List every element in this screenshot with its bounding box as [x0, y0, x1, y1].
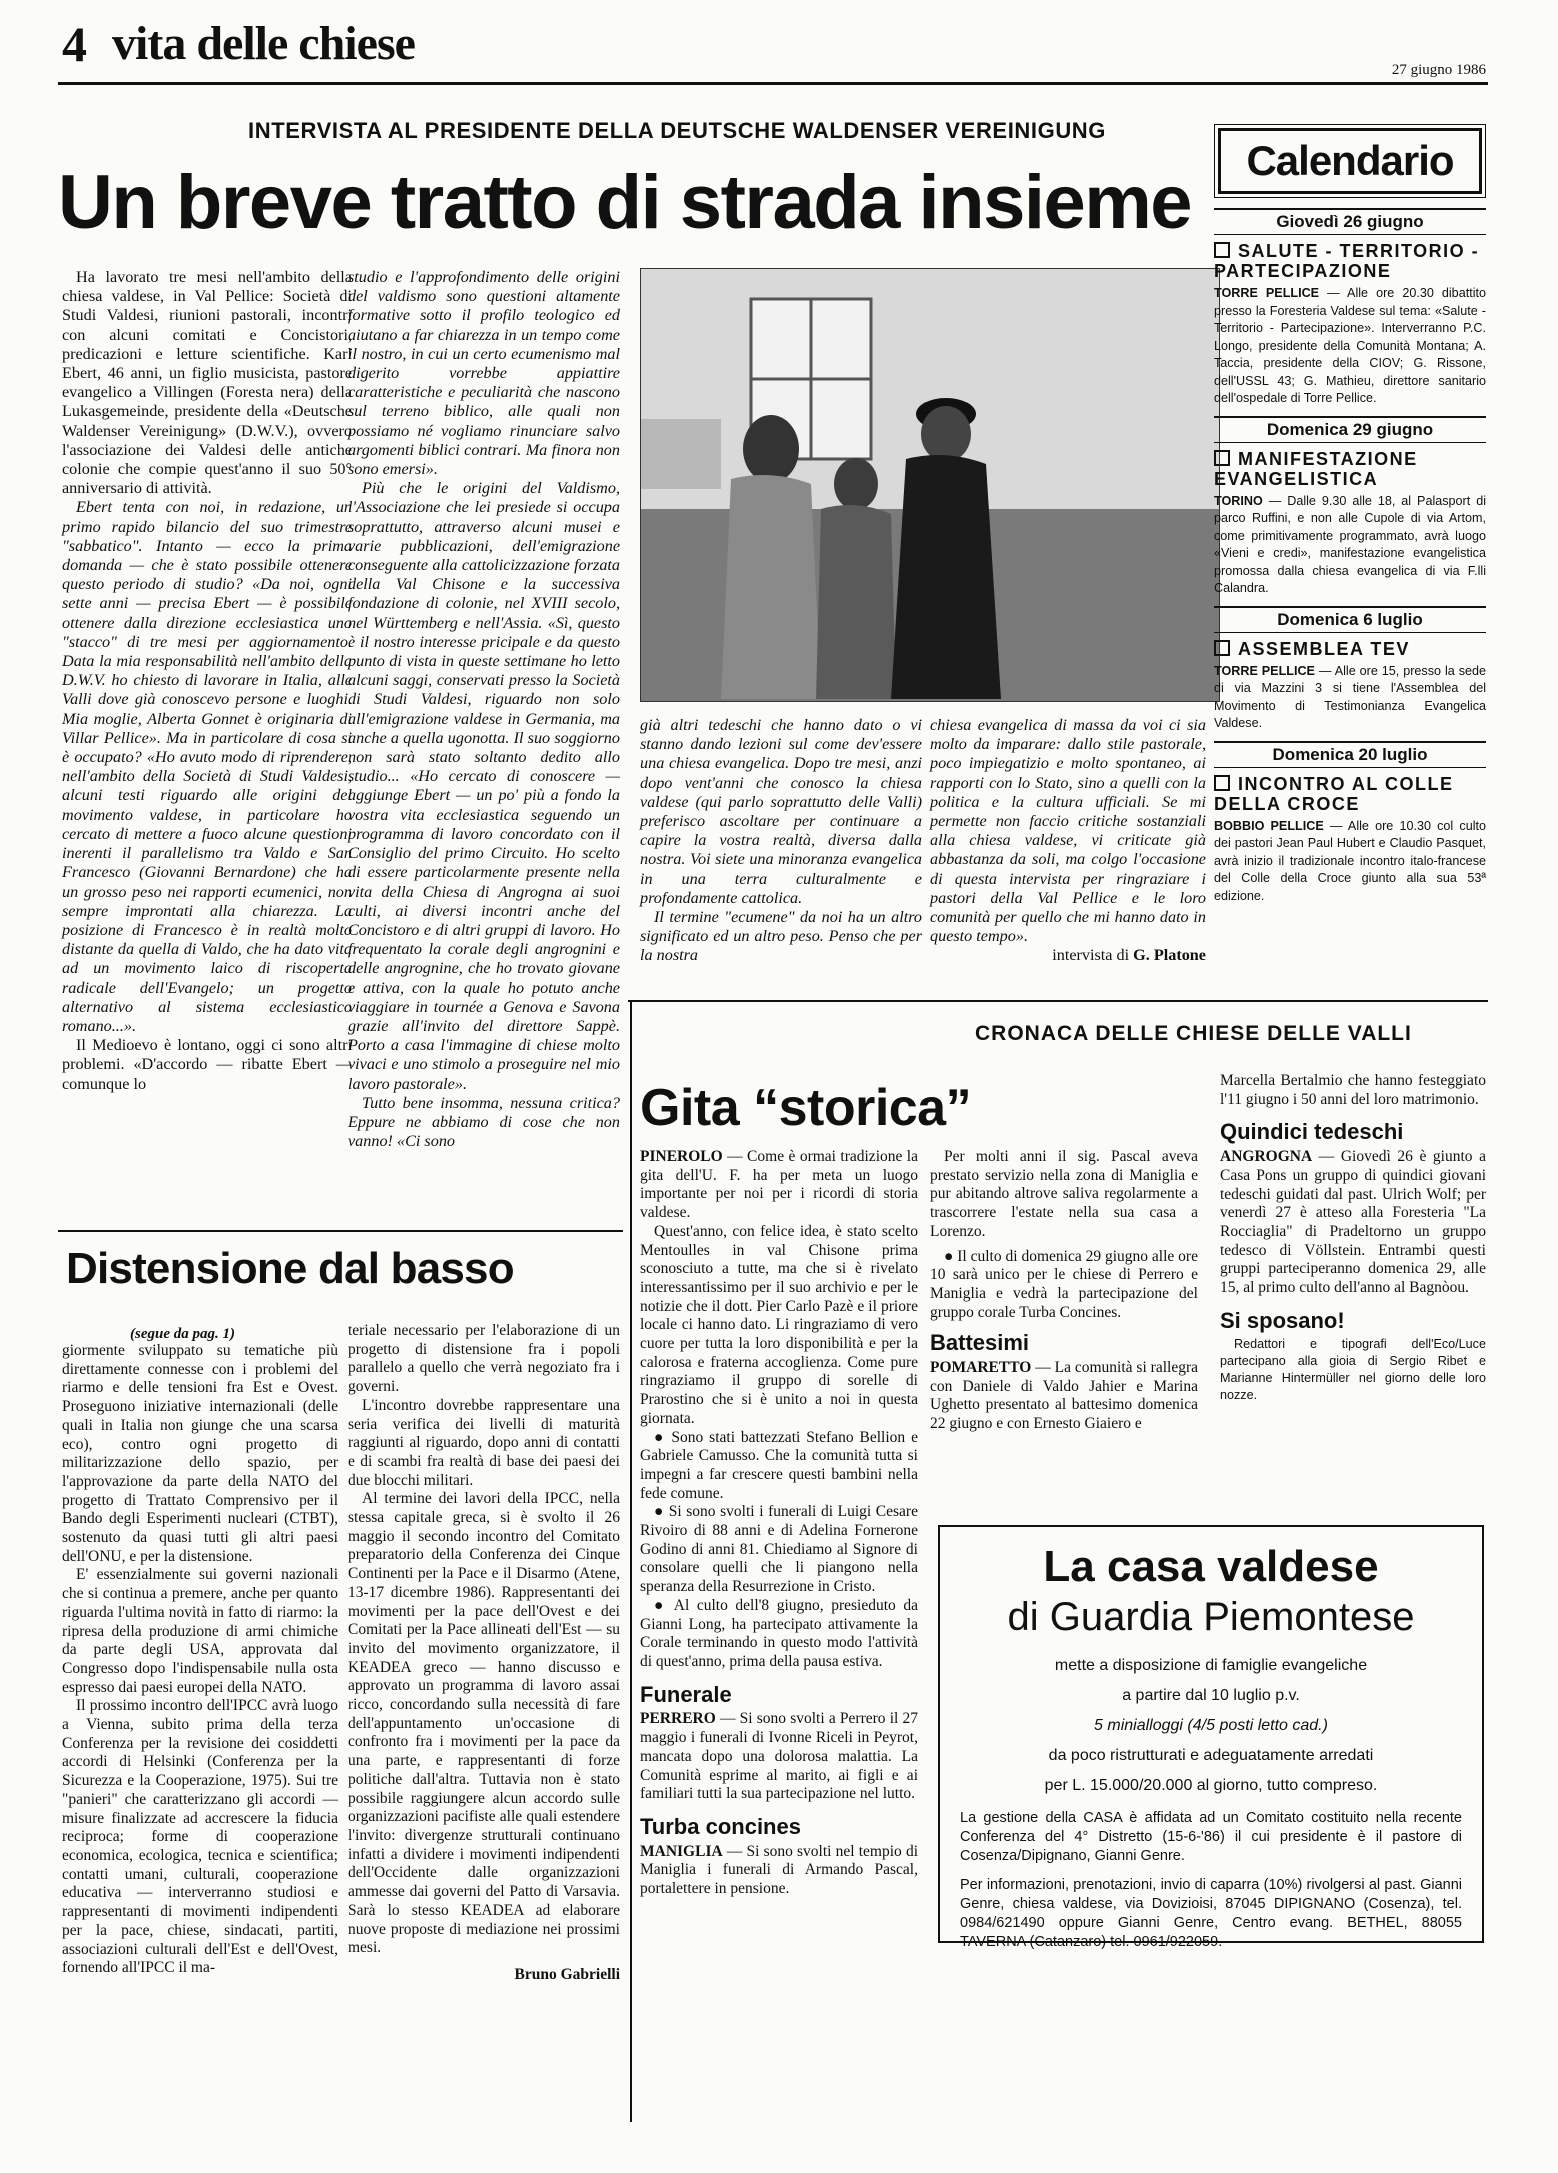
calendar-entry-text: — Dalle 9.30 alle 18, al Palasport di parco Ruffini, e non alle Cupole di via Artom, come primitivamente programmato, avrà luogo «Vieni e credi», manifestazione evangelistica promossa dalla chiesa evangelica di via F.lli Calandra. — [1214, 493, 1486, 595]
ad-line: per L. 15.000/20.000 al giorno, tutto compreso. — [1044, 1777, 1378, 1794]
bullet-text: Sono stati battezzati Stefano Bellion e Gabriele Camusso. Che la comunità tutta si impegni a far crescere questi bambini nella fede comune. — [640, 1428, 918, 1502]
ad-paragraph: La gestione della CASA è affidata ad un Comitato costituito nella recente Conferenza del 4° Distretto (15-6-'86) il cui presidente è il pastore di Cosenza/Dipignano, Gianni Genre. — [960, 1810, 1462, 1864]
dateline: ANGROGNA — [1220, 1148, 1313, 1166]
ad-line: a partire dal 10 luglio p.v. — [1122, 1687, 1300, 1704]
calendar-place: BOBBIO PELLICE — [1214, 818, 1324, 833]
calendar-entry — [1214, 416, 1486, 598]
article-paragraph: giormente sviluppato su tematiche più direttamente connesse con i problemi del riarmo e delle tensioni fra Est e Ovest. Proseguono iniziative internazionali (delle quali in Italia non giunge che una scarsa eco), contro ogni progetto di militarizzazione dello spazio, per l'approvazione da parte della NATO del progetto di Trattato Comprensivo per il Bando degli Esperimenti nucleari (CTBT), sostenuto da quasi tutti gli altri paesi dell'ONU, e per la distensione. — [62, 1342, 338, 1565]
calendar-entry-body — [1214, 663, 1486, 733]
calendar-entry-body — [1214, 818, 1486, 906]
calendar-place: TORRE PELLICE — [1214, 663, 1315, 678]
section-rule — [58, 1230, 623, 1232]
article-paragraph: L'incontro dovrebbe rappresentare una seria verifica dei livelli di maturità raggiunti al riguardo, dopo anni di contatti e di scambi fra realtà di base dei paesi dei due blocchi militari. — [348, 1396, 620, 1489]
article-paragraph: Più che le origini del Valdismo, l'Associazione che lei presiede si occupa soprattutto, attraverso alcuni musei e varie pubblicazioni, dell'emigrazione conseguente alla cattolicizzazione forzata della Val Chisone e la successiva fondazione di colonie, nel XVIII secolo, nel Württemberg e nell'Assia. «Sì, questo è il nostro interesse pricipale e da questo punto di vista in queste settimane ho letto alcuni saggi, conservati presso la Società di Studi Valdesi, riguardo non solo all'emigrazione valdese in Germania, ma anche a quella ugonotta. Il suo soggiorno non sarà stato soltanto dedito allo studio... «Ho cercato di conoscere — aggiunge Ebert — un po' più a fondo la vostra vita ecclesiastica seguendo un programma di lavoro concordato con il Consiglio del primo Circuito. Ho scelto di essere particolarmente presente nella vita della Chiesa di Angrogna ai suoi culti, ai diversi incontri anche del Concistoro e di altri gruppi di lavoro. Ho frequentato la corale degli angrognini e delle angrognine, che ho trovato giovane e attiva, con la quale ho potuto anche viaggiare in tournée a Genova e Savona grazie all'invito del direttore Sappè. Porto a casa l'immagine di chiese molto vivaci e uno stimolo a proseguire nel mio lavoro pastorale». — [348, 479, 620, 1093]
bullet-item: ● Il culto di domenica 29 giugno alle ore 10 sarà unico per le chiese di Perrero e Maniglia e vedrà la partecipazione del gruppo corale Turba Concines. — [930, 1247, 1198, 1321]
calendar-date: Domenica 29 giugno — [1214, 416, 1486, 443]
calendar-entry-title-text: INCONTRO AL COLLE DELLA CROCE — [1214, 773, 1454, 814]
article-paragraph — [640, 1710, 918, 1804]
article-column-2 — [348, 268, 620, 1151]
turba-title: Turba concines — [640, 1813, 801, 1839]
dateline-text: — La comunità si rallegra con Daniele di Valdo Jahier e Marina Ughetto presentato al battesimo domenica 22 giugno e con Ernesto Giaiero e — [930, 1359, 1198, 1433]
article-paragraph: Il Medioevo è lontano, oggi ci sono altri problemi. «D'accordo — ribatte Ebert — comunque lo — [62, 1036, 352, 1093]
article-paragraph — [930, 1359, 1198, 1434]
distensione-column-2 — [348, 1322, 620, 1985]
article-paragraph: chiesa evangelica di massa da voi ci sia molto da imparare: dallo stile pastorale, poco impiegatizio e molto spontaneo, ai rapporti con lo Stato, sino a quelli con la politica e la cultura ufficiali. Se mi permette non faccio critiche sostanziali alla chiesa valdese, vi criticate già abbastanza da soli, ma colgo l'occasione di questa intervista per ringraziare i pastori della Val Pellice e le loro comunità per quello che mi hanno dato in questo tempo». — [930, 716, 1206, 946]
dateline: POMARETTO — [930, 1359, 1032, 1377]
ad-line: mette a disposizione di famiglie evangeliche — [1054, 1657, 1368, 1674]
issue-date: 27 giugno 1986 — [1391, 62, 1486, 78]
article-paragraph — [1220, 1148, 1486, 1298]
masthead-rule — [58, 82, 1488, 85]
calendar-date: Domenica 6 luglio — [1214, 606, 1486, 633]
quindici-title: Quindici tedeschi — [1220, 1119, 1404, 1145]
calendar-entry — [1214, 606, 1486, 733]
article-headline: Un breve tratto di strada insieme — [58, 160, 1192, 245]
funerale-title: Funerale — [640, 1681, 732, 1707]
calendar-entry — [1214, 741, 1486, 906]
article-paragraph: Per molti anni il sig. Pascal aveva prestato servizio nella zona di Maniglia e pur abitando altrove saliva regolarmente a trascorrere l'estate nella sua casa a Lorenzo. — [930, 1148, 1198, 1240]
calendar-entry-title-text: MANIFESTAZIONE EVANGELISTICA — [1214, 448, 1418, 489]
calendar-date: Giovedì 26 giugno — [1214, 208, 1486, 235]
photo-illustration — [641, 269, 1219, 701]
ad-line: da poco ristrutturati e adeguatamente arredati — [1048, 1747, 1374, 1764]
dateline: MANIGLIA — [640, 1842, 723, 1860]
calendar-entry-text: — Alle ore 20.30 dibattito presso la Foresteria Valdese sul tema: «Salute - Territorio - Partecipazione». Interverranno P.C. Longo, presidente della Comunità Montana; A. Taccia, presidente della CIOV; G. Rissone, dell'USSL 43; G. Mathieu, direttore sanitario dell'ospedale di Torre Pellice. — [1214, 286, 1486, 405]
article-paragraph: Tutto bene insomma, nessuna critica? Eppure ne abbiamo di cose che non vanno! «Ci sono — [348, 1093, 620, 1151]
article-photo — [640, 268, 1220, 702]
distensione-subhead: (segue da pag. 1) — [130, 1326, 235, 1342]
ad-box — [938, 1525, 1484, 1950]
calendar-entry-title — [1214, 774, 1486, 814]
bullet-text: Il culto di domenica 29 giugno alle ore 10 sarà unico per le chiese di Perrero e Maniglia e vedrà la partecipazione del gruppo corale Turba Concines. — [930, 1247, 1198, 1321]
bullet-item: ● Al culto dell'8 giugno, presieduto da Gianni Long, ha partecipato attivamente la Corale terminando in questo modo l'attività di quest'anno, prima della pausa estiva. — [640, 1596, 918, 1670]
column-rule — [630, 1002, 632, 2122]
distensione-headline: Distensione dal basso — [66, 1244, 514, 1293]
checkbox-icon — [1214, 242, 1230, 258]
bullet-item: ● Si sono svolti i funerali di Luigi Cesare Rivoiro di 88 anni e di Adelina Fornerone Godino di anni 81. Chiediamo al Signore di consolare quelli che li piangono nella speranza della Resurrezione in Cristo. — [640, 1503, 918, 1596]
section-title: vita delle chiese — [112, 17, 415, 70]
dateline: PERRERO — [640, 1710, 716, 1728]
calendar-entry-title-text: SALUTE - TERRITORIO - PARTECIPAZIONE — [1214, 241, 1480, 281]
calendar-sidebar — [1214, 124, 1486, 905]
checkbox-icon — [1214, 775, 1230, 791]
checkbox-icon — [1214, 640, 1230, 656]
article-paragraph — [640, 1148, 918, 1223]
calendar-entry-title — [1214, 241, 1486, 281]
calendar-entry-title — [1214, 639, 1486, 659]
page-number: 4 — [62, 16, 87, 72]
distensione-byline: Bruno Gabrielli — [514, 1965, 620, 1983]
distensione-column-1 — [62, 1342, 338, 1978]
dateline-text: — Giovedì 26 è giunto a Casa Pons un gruppo di quindici giovani tedeschi guidati dal past. Ulrich Wolf; per venerdì 27 è atteso alla Foresteria "La Rocciaglia" di Pradeltorno un gruppo tedesco di Völlstein. Entrambi questi gruppi parteciperanno domenica 29, alle 15, al primo culto dell'anno al Bagnòou. — [1220, 1148, 1486, 1297]
calendar-entry — [1214, 208, 1486, 408]
article-paragraph: Il termine "ecumene" da noi ha un altro significato ed un altro peso. Penso che per la nostra — [640, 908, 922, 965]
article-paragraph: Ha lavorato tre mesi nell'ambito della chiesa valdese, in Val Pellice: Società di Studi Valdesi, riunioni pastorali, incontri con alcuni comitati e Concistori, predicazioni e letture scientifiche. Karl Ebert, 46 anni, un figlio musicista, pastore evangelico a Villingen (Foresta nera) della Lukasgemeinde, presidente della «Deutsche Waldenser Vereinigung» (D.W.V.), ovvero l'associazione dei Valdesi delle antiche colonie che compie quest'anno il suo 50° anniversario di attività. — [62, 268, 352, 498]
dateline: PINEROLO — [640, 1148, 723, 1165]
checkbox-icon — [1214, 450, 1230, 466]
calendar-entry-text: — Alle ore 10.30 col culto dei pastori Jean Paul Hubert e Claudio Pasquet, avrà inizio il tradizionale incontro italo-francese del Colle della Croce giunto alla sua 53ª edizione. — [1214, 818, 1486, 903]
bullet-text: Si sono svolti i funerali di Luigi Cesare Rivoiro di 88 anni e di Adelina Fornerone Godino di anni 81. Chiediamo al Signore di consolare quelli che li piangono nella speranza della Resurrezione in Cristo. — [640, 1503, 918, 1596]
article-kicker: INTERVISTA AL PRESIDENTE DELLA DEUTSCHE WALDENSER VEREINIGUNG — [248, 118, 1107, 143]
ad-title-2: di Guardia Piemontese — [1007, 1595, 1415, 1639]
article-paragraph — [640, 1843, 918, 1899]
gita-column — [640, 1148, 918, 1899]
article-paragraph: Quest'anno, con felice idea, è stato scelto Mentoulles in val Chisone prima sconosciuto a tutte, ma che si è rivelato interessantissimo per il suo archivio e per le notizie che il dott. Pier Carlo Pazè e il priore locale ci hanno dato. Li ringraziamo di vero cuore per tutta la loro disponibilità e per la calorosa e fraterna accoglienza. Come pure ringraziamo il gruppo di sorelle di Prarostino che si è unito a noi in questa giornata. — [640, 1222, 918, 1427]
article-paragraph: Marcella Bertalmio che hanno festeggiato l'11 giugno i 50 anni del loro matrimonio. — [1220, 1072, 1486, 1108]
section-rule — [628, 1000, 1488, 1002]
ad-paragraph: Per informazioni, prenotazioni, invio di caparra (10%) rivolgersi al past. Gianni Genre, chiesa valdese, via Dovizioisi, 87045 DIPIGNANO (Cosenza), tel. 0984/621490 oppure Gianni Genre, Centro evang. BETHEL, 88055 TAVERNA (Catanzaro) tel. 0961/922059. — [960, 1877, 1462, 1950]
calendar-title: Calendario — [1218, 128, 1482, 194]
article-column-4 — [930, 716, 1206, 966]
bullet-item: ● Sono stati battezzati Stefano Bellion e Gabriele Camusso. Che la comunità tutta si impegni a far crescere questi bambini nella fede comune. — [640, 1428, 918, 1502]
dateline-text: — Si sono svolti nel tempio di Maniglia i funerali di Armando Pascal, portalettere in pensione. — [640, 1842, 918, 1898]
cronaca-mid-column — [930, 1148, 1198, 1434]
calendar-place: TORINO — [1214, 493, 1263, 508]
cronaca-right-column — [1220, 1072, 1486, 1404]
article-paragraph: già altri tedeschi che hanno dato o vi stanno dando lezioni sul come dev'essere una chiesa evangelica. Dopo tre mesi, anzi dopo vent'anni che conosco la chiesa valdese (qui parlo soprattutto delle Valli) preferisco ascoltare per continuare a capire la vostra realtà, diversa dalla nostra. Voi siete una minoranza evangelica in una terra culturalmente e profondamente cattolica. — [640, 716, 922, 907]
article-paragraph: E' essenzialmente sui governi nazionali che si continua a premere, anche per quanto riguarda l'ultima novità in fatto di riarmo: la ripresa della produzione di armi chimiche da parte degli USA, approvata dal Congresso dopo l'indispensabile nulla osta espresso dai paesi europei della NATO. — [62, 1566, 338, 1696]
cronaca-section-title: CRONACA DELLE CHIESE DELLE VALLI — [975, 1022, 1412, 1045]
article-column-1 — [62, 268, 352, 1094]
battesimi-title: Battesimi — [930, 1330, 1030, 1356]
ad-line: 5 minialloggi (4/5 posti letto cad.) — [1094, 1717, 1328, 1734]
ad-title-1: La casa valdese — [1043, 1542, 1379, 1591]
calendar-place: TORRE PELLICE — [1214, 286, 1320, 300]
calendar-entry-title-text: ASSEMBLEA TEV — [1238, 638, 1410, 659]
dateline-text: — Come è ormai tradizione la gita dell'U. F. ha per meta un luogo importante per noi per i ricordi di storia valdese. — [640, 1148, 918, 1222]
bullet-text: Al culto dell'8 giugno, presieduto da Gianni Long, ha partecipato attivamente la Corale terminando in questo modo l'attività di quest'anno, prima della pausa estiva. — [640, 1596, 918, 1670]
calendar-entry-text: — Alle ore 15, presso la sede di via Mazzini 3 si tiene l'Assemblea del Movimento di Testimonianza Evangelica Valdese. — [1214, 663, 1487, 730]
article-paragraph: studio e l'approfondimento delle origini del valdismo sono questioni altamente formative sotto il profilo teologico ed aiutano a far chiarezza in un tempo come il nostro, in cui un certo ecumenismo mal digerito vorrebbe appiattire caratteristiche e peculiarità che nascono sul terreno biblico, alle quali non possiamo né vogliamo rinunciare salvo argomenti biblici contrari. Ma finora non sono emersi». — [348, 268, 620, 479]
article-paragraph: Il prossimo incontro dell'IPCC avrà luogo a Vienna, subito prima della terza Conferenza per la revisione dei cosiddetti accordi di Helsinki (Conferenza per la Sicurezza e la Cooperazione, 1975). Sui tre "panieri" che caratterizzano gli accordi — misure finalizzate ad accrescere la fiducia reciproca; forme di cooperazione economica, ecologica, tecnica e scientifica; contatti umani, culturali, cooperazione educativa — interverranno studiosi e rappresentanti di movimenti indipendenti per la pace, chiese, sindacati, partiti, associazioni culturali dell'Est e dell'Ovest, fornendo all'IPCC il ma- — [62, 1697, 338, 1977]
gita-headline: Gita “storica” — [640, 1079, 972, 1137]
article-paragraph: Redattori e tipografi dell'Eco/Luce partecipano alla gioia di Sergio Ribet e Marianne Hintermüller nel giorno delle loro nozze. — [1220, 1337, 1486, 1403]
sposano-title: Si sposano! — [1220, 1307, 1345, 1333]
article-column-3 — [640, 716, 922, 966]
article-byline — [930, 946, 1206, 965]
article-paragraph: Al termine dei lavori della IPCC, nella stessa capitale greca, si è svolto il 26 maggio il secondo incontro del Comitato preparatorio della Conferenza dei Cinque Continenti per la Pace e il Disarmo (Atene, 13-17 dicembre 1986). Rappresentanti dei movimenti per la pace dell'Ovest e dei Comitati per la Pace allineati dell'Est — su invito del movimento organizzatore, il KEADEA greco — hanno discusso e approvato un programma di lavoro assai ricco, concordando sulla necessità di fare dell'appuntamento un'occasione di confronto fra i movimenti per la pace da una parte, e rappresentanti di forze politiche dall'altra. Tuttavia non è stato possibile raggiungere alcun accordo sulle organizzazioni pacifiste alle quali estendere l'invito: divergenze strutturali continuano infatti a dividere i movimenti indipendenti dell'Occidente dalle organizzazioni ammesse dai governi del Patto di Varsavia. Sarà lo stesso KEADEA ad elaborare nuove proposte di mediazione nei prossimi mesi. — [348, 1490, 620, 1957]
byline-name: G. Platone — [1133, 946, 1206, 965]
calendar-entry-body — [1214, 493, 1486, 598]
calendar-entry-body — [1214, 285, 1486, 408]
dateline-text: — Si sono svolti a Perrero il 27 maggio i funerali di Ivonne Riceli in Peyrot, mancata dopo una dolorosa malattia. La Comunità esprime al marito, ai figli e ai familiari tutti la sua partecipazione nel lutto. — [640, 1710, 918, 1803]
calendar-entry-title — [1214, 449, 1486, 489]
article-paragraph: teriale necessario per l'elaborazione di un progetto di distensione fra i popoli parallelo a quello che verrà negoziato fra i governi. — [348, 1322, 620, 1396]
calendar-date: Domenica 20 luglio — [1214, 741, 1486, 768]
byline-prefix: intervista di — [1052, 946, 1130, 965]
article-paragraph: Ebert tenta con noi, in redazione, un primo rapido bilancio del suo trimestre "sabbatico". Intanto — ecco la prima domanda — che è stato possibile ottenere questo periodo di studio? «Da noi, ogni sette anni — precisa Ebert — è possibile ottenere dalla direzione ecclesiastica uno "stacco" di tre mesi per aggiornamento. Data la mia responsabilità nell'ambito della D.W.V. ho chiesto di lavorare in Italia, alle Valli dove già conoscevo persone e luoghi. Mia moglie, Alberta Gonnet è originaria di Villar Pellice». Ma in particolare di cosa si è occupato? «Ho avuto modo di riprendere, nell'ambito della Società di Studi Valdesi, alcuni testi riguardo alle origini del movimento valdese, in particolare ho cercato di mettere a fuoco alcune questioni inerenti il parallelismo tra Valdo e San Francesco (Giovanni Bernardone) che ha un grosso peso nei rapporti ecumenici, non sempre improntati alla chiarezza. La posizione di Francesco è in realtà molto distante da quella di Valdo, che ha dato vita ad un movimento laico di riscoperta radicale dell'Evangelo; un progetto alternativo al sistema ecclesiastico romano...». — [62, 498, 352, 1035]
